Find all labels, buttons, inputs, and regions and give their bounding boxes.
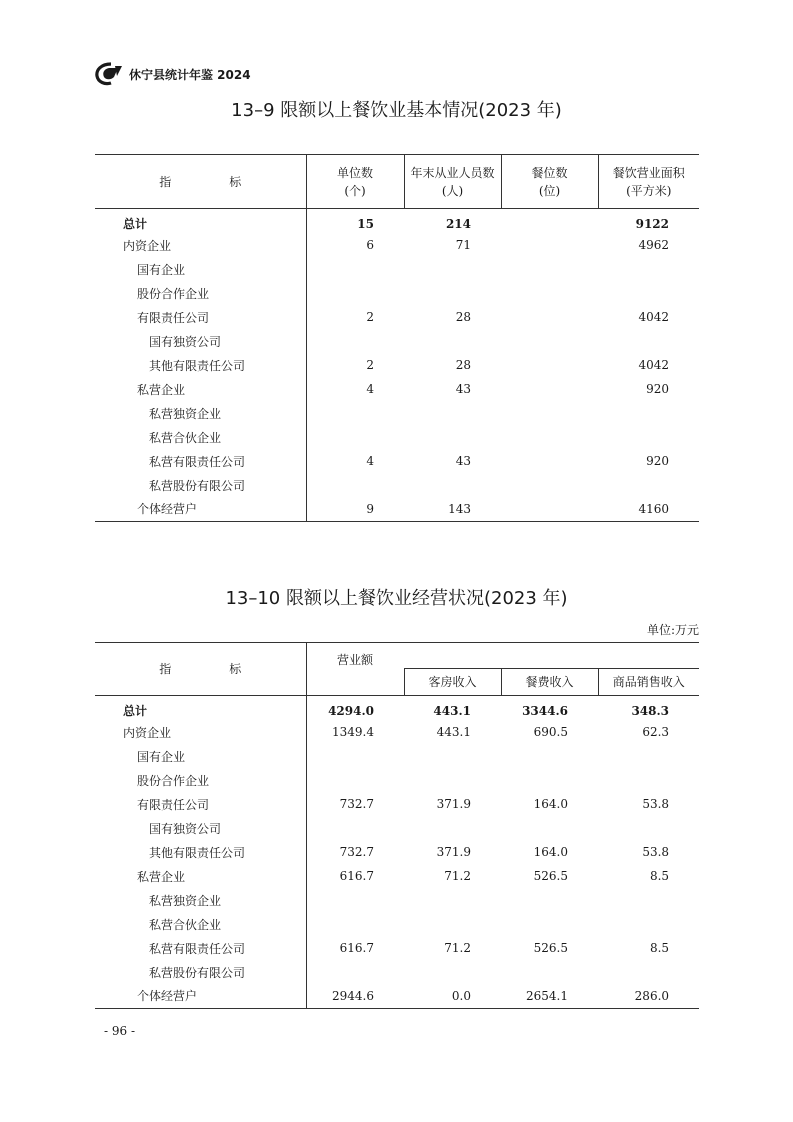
cell-area: 4160 (638, 501, 669, 516)
row-label: 私营有限责任公司 (149, 454, 246, 469)
cell-employees: 214 (445, 216, 471, 231)
row-label: 股份合作企业 (137, 286, 210, 301)
row-label: 国有企业 (137, 262, 186, 277)
cell-area: 4042 (638, 310, 669, 324)
cell-goods: 8.5 (649, 941, 670, 955)
cell-units: 4 (306, 377, 404, 401)
col-revenue: 营业额 (306, 643, 404, 696)
table2-title: 13–10 限额以上餐饮业经营状况(2023 年) (225, 588, 568, 609)
cell-employees (404, 425, 501, 449)
cell-revenue (306, 960, 404, 984)
cell-catering (501, 768, 598, 792)
table-row (95, 744, 699, 768)
cell-units: 4 (306, 449, 404, 473)
cell-revenue (306, 888, 404, 912)
cell-area (598, 473, 699, 497)
cell-area (598, 401, 699, 425)
cell-revenue: 4294.0 (306, 696, 404, 721)
col-room: 客房收入 (404, 669, 501, 696)
cell-goods (598, 816, 699, 840)
cell-units: 2 (306, 353, 404, 377)
table-row (95, 257, 699, 281)
cell-goods (598, 888, 699, 912)
row-label: 私营合伙企业 (149, 917, 222, 932)
cell-units (306, 281, 404, 305)
table2-unit-note: 单位:万元 (646, 623, 699, 637)
cell-units (306, 425, 404, 449)
cell-revenue: 616.7 (306, 936, 404, 960)
row-label: 私营独资企业 (149, 406, 222, 421)
cell-units (306, 401, 404, 425)
table-row (95, 864, 699, 888)
col-indicator: 指 标 (95, 155, 306, 209)
cell-goods: 348.3 (631, 703, 670, 718)
cell-catering: 164.0 (533, 797, 568, 811)
cell-room (404, 912, 501, 936)
cell-goods: 8.5 (649, 869, 670, 883)
row-label: 私营股份有限公司 (149, 478, 246, 493)
table-row (95, 281, 699, 305)
cell-goods (598, 744, 699, 768)
row-label: 国有独资公司 (149, 334, 222, 349)
cell-goods: 53.8 (642, 845, 670, 859)
table-row (95, 497, 699, 521)
table-row (95, 912, 699, 936)
row-label: 总计 (123, 217, 148, 231)
col-indicator: 指 标 (95, 643, 306, 696)
row-label: 内资企业 (123, 725, 172, 740)
col-goods: 商品销售收入 (598, 669, 699, 696)
cell-goods (598, 768, 699, 792)
row-label: 总计 (123, 704, 148, 718)
cell-room: 0.0 (451, 988, 471, 1003)
cell-goods: 286.0 (634, 988, 670, 1003)
cell-units: 15 (306, 209, 404, 234)
cell-revenue: 2944.6 (306, 984, 404, 1008)
cell-revenue (306, 816, 404, 840)
cell-seats (501, 281, 598, 305)
row-label: 国有企业 (137, 749, 186, 764)
cell-units (306, 329, 404, 353)
cell-seats (501, 497, 598, 521)
yearbook-logo-icon (95, 62, 123, 86)
table-row (95, 329, 699, 353)
row-label: 私营独资企业 (149, 893, 222, 908)
cell-employees: 28 (455, 310, 471, 324)
table-row (95, 401, 699, 425)
cell-room (404, 768, 501, 792)
table-row (95, 473, 699, 497)
row-label: 私营企业 (137, 382, 186, 397)
table-row (95, 960, 699, 984)
table-row (95, 449, 699, 473)
table-row (95, 696, 699, 721)
restaurant-operation-table (95, 642, 699, 1009)
cell-seats (501, 449, 598, 473)
cell-catering: 3344.6 (522, 703, 568, 718)
table-row (95, 353, 699, 377)
cell-area (598, 281, 699, 305)
cell-room (404, 816, 501, 840)
cell-employees: 43 (455, 382, 471, 396)
row-label: 私营合伙企业 (149, 430, 222, 445)
cell-units: 9 (306, 497, 404, 521)
table-row (95, 233, 699, 257)
table-row (95, 768, 699, 792)
col-seats: 餐位数 (位) (501, 155, 598, 209)
cell-employees (404, 257, 501, 281)
cell-seats (501, 257, 598, 281)
cell-seats (501, 353, 598, 377)
cell-room: 443.1 (436, 725, 471, 739)
cell-goods (598, 912, 699, 936)
cell-area (598, 329, 699, 353)
col-units: 单位数 (个) (306, 155, 404, 209)
col-employees: 年末从业人员数 (人) (404, 155, 501, 209)
cell-catering: 164.0 (533, 845, 568, 859)
cell-employees (404, 329, 501, 353)
table1-title: 13–9 限额以上餐饮业基本情况(2023 年) (231, 100, 562, 121)
cell-area: 4962 (638, 238, 669, 252)
cell-seats (501, 425, 598, 449)
cell-catering: 526.5 (533, 869, 568, 883)
row-label: 其他有限责任公司 (149, 845, 246, 860)
cell-seats (501, 329, 598, 353)
cell-units: 2 (306, 305, 404, 329)
cell-goods: 62.3 (642, 725, 670, 739)
table-row (95, 305, 699, 329)
col-catering: 餐费收入 (501, 669, 598, 696)
cell-area: 920 (646, 454, 669, 468)
cell-catering: 526.5 (533, 941, 568, 955)
cell-revenue (306, 768, 404, 792)
yearbook-title: 休宁县统计年鉴 2024 (129, 67, 251, 82)
row-label: 有限责任公司 (137, 310, 210, 325)
cell-area: 4042 (638, 358, 669, 372)
cell-revenue: 732.7 (306, 792, 404, 816)
cell-employees (404, 473, 501, 497)
cell-revenue: 616.7 (306, 864, 404, 888)
cell-room (404, 888, 501, 912)
cell-employees: 28 (455, 358, 471, 372)
table-row (95, 720, 699, 744)
row-label: 私营股份有限公司 (149, 965, 246, 980)
row-label: 有限责任公司 (137, 797, 210, 812)
cell-seats (501, 209, 598, 234)
row-label: 私营企业 (137, 869, 186, 884)
cell-seats (501, 473, 598, 497)
row-label: 私营有限责任公司 (149, 941, 246, 956)
cell-units: 6 (306, 233, 404, 257)
table-row (95, 425, 699, 449)
table-row (95, 936, 699, 960)
row-label: 股份合作企业 (137, 773, 210, 788)
table1-header-row (95, 155, 699, 209)
cell-seats (501, 401, 598, 425)
table2-header-row-1 (95, 643, 699, 669)
cell-catering (501, 816, 598, 840)
cell-employees: 71 (455, 238, 471, 252)
cell-revenue: 732.7 (306, 840, 404, 864)
table-row (95, 209, 699, 234)
cell-units (306, 257, 404, 281)
col-area: 餐饮营业面积 (平方米) (598, 155, 699, 209)
cell-revenue (306, 912, 404, 936)
cell-employees: 143 (448, 501, 471, 516)
row-label: 内资企业 (123, 238, 172, 253)
cell-goods (598, 960, 699, 984)
cell-seats (501, 377, 598, 401)
cell-room: 371.9 (436, 797, 471, 811)
cell-room: 71.2 (444, 869, 471, 883)
cell-employees (404, 401, 501, 425)
cell-employees: 43 (455, 454, 471, 468)
cell-catering (501, 744, 598, 768)
row-label: 其他有限责任公司 (149, 358, 246, 373)
cell-catering (501, 888, 598, 912)
table-row (95, 792, 699, 816)
cell-seats (501, 233, 598, 257)
table-row (95, 888, 699, 912)
cell-area: 920 (646, 382, 669, 396)
cell-revenue: 1349.4 (306, 720, 404, 744)
page-header (95, 62, 251, 86)
cell-catering: 690.5 (533, 725, 568, 739)
row-label: 个体经营户 (137, 989, 198, 1004)
cell-room: 371.9 (436, 845, 471, 859)
header-gap (404, 643, 699, 669)
cell-area (598, 425, 699, 449)
table-row (95, 377, 699, 401)
cell-area: 9122 (635, 216, 669, 231)
cell-room: 71.2 (444, 941, 471, 955)
cell-units (306, 473, 404, 497)
table-row (95, 984, 699, 1008)
cell-area (598, 257, 699, 281)
row-label: 国有独资公司 (149, 821, 222, 836)
cell-catering (501, 912, 598, 936)
cell-room (404, 960, 501, 984)
cell-catering (501, 960, 598, 984)
cell-goods: 53.8 (642, 797, 670, 811)
row-label: 个体经营户 (137, 502, 198, 517)
restaurant-basic-table (95, 154, 699, 522)
table-row (95, 816, 699, 840)
table-row (95, 840, 699, 864)
cell-room (404, 744, 501, 768)
cell-room: 443.1 (433, 703, 471, 718)
cell-seats (501, 305, 598, 329)
cell-employees (404, 281, 501, 305)
cell-catering: 2654.1 (526, 988, 568, 1003)
page-number: - 96 - (104, 1024, 136, 1038)
cell-revenue (306, 744, 404, 768)
